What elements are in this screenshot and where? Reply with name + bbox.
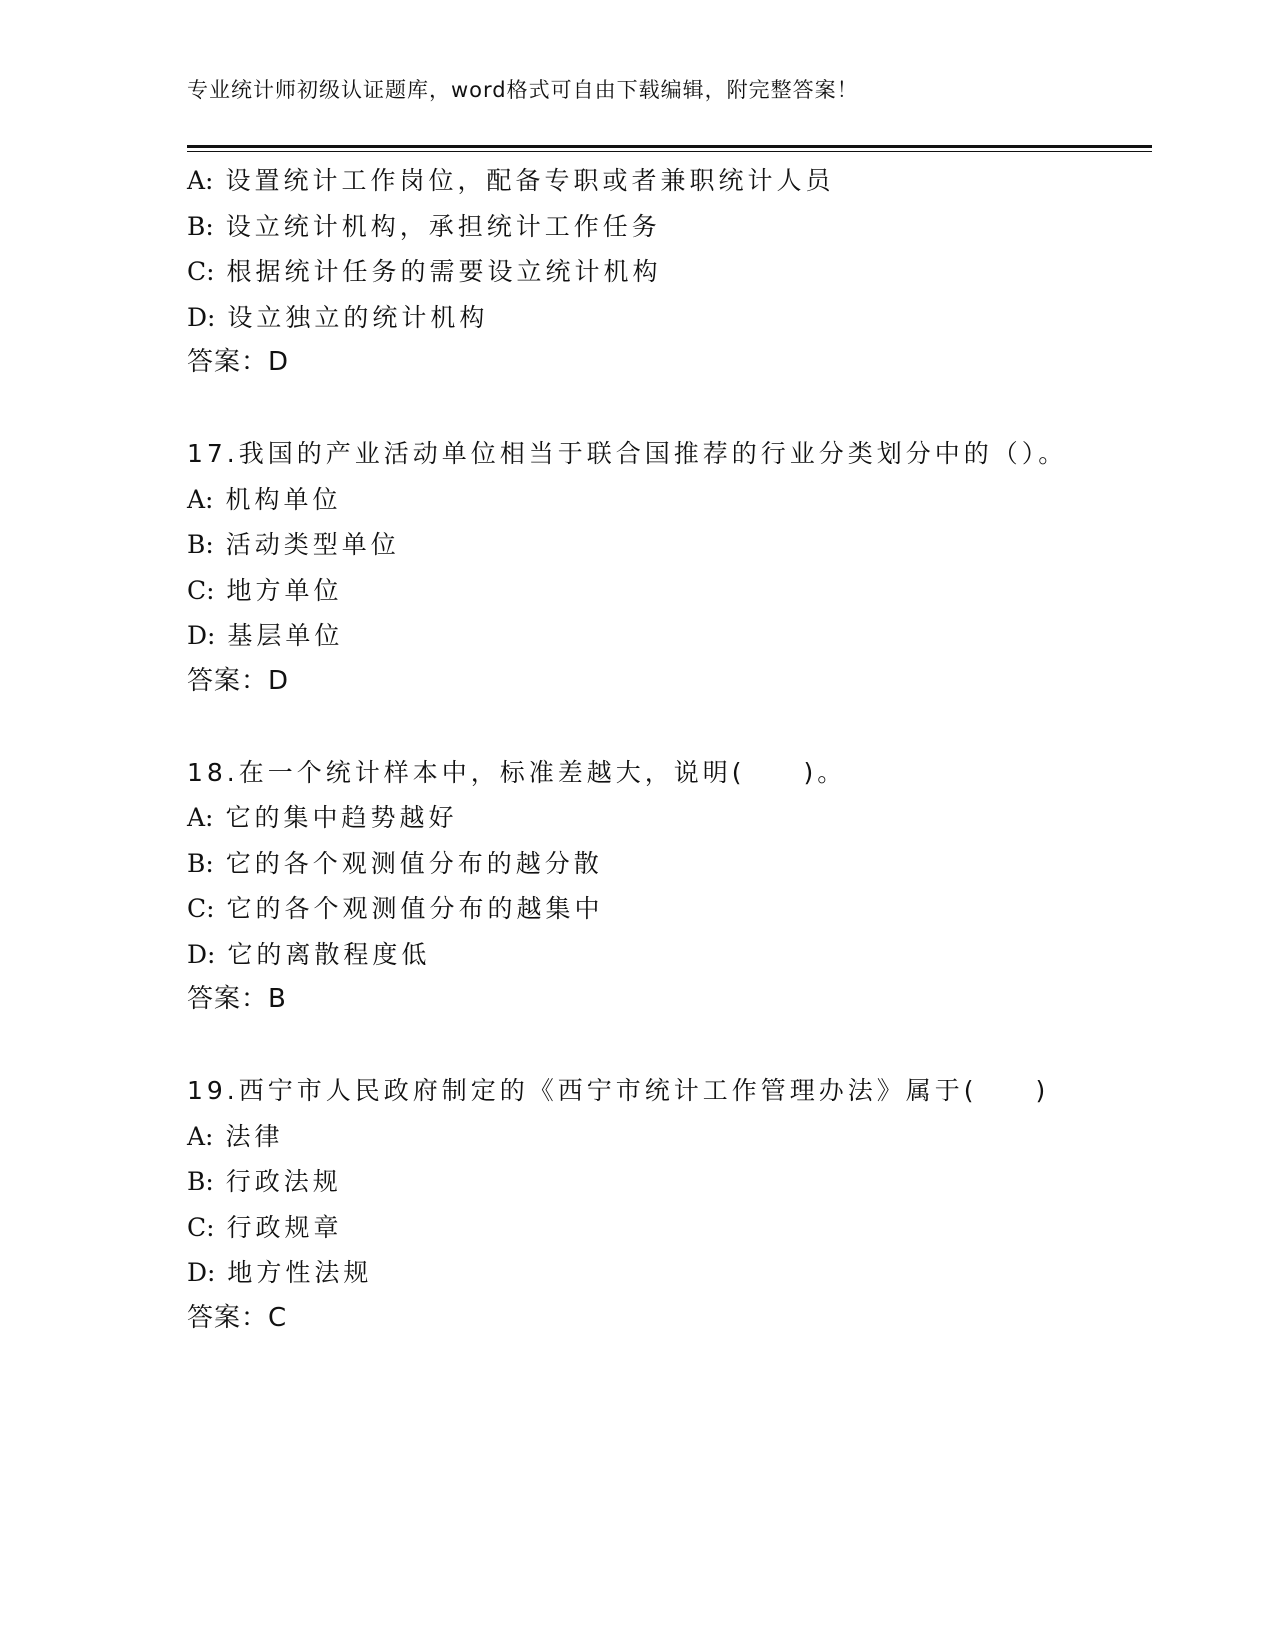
question-block	[187, 1068, 1147, 1341]
option-a: A: 设置统计工作岗位，配备专职或者兼职统计人员	[187, 166, 835, 195]
option-d: D: 地方性法规	[187, 1258, 373, 1287]
question-block	[187, 750, 1147, 1023]
answer-line: 答案：B	[187, 984, 287, 1014]
option-c: C: 行政规章	[187, 1212, 343, 1242]
question-text: 17.我国的产业活动单位相当于联合国推荐的行业分类划分中的（）。	[187, 439, 1068, 468]
option-a: A: 它的集中趋势越好	[187, 803, 458, 832]
option-c: C: 地方单位	[187, 575, 343, 605]
question-text: 18.在一个统计样本中，标准差越大，说明( )。	[187, 757, 847, 787]
spacer	[187, 704, 1147, 750]
question-block	[187, 158, 1147, 386]
spacer	[187, 1023, 1147, 1069]
option-b: B: 它的各个观测值分布的越分散	[187, 848, 603, 878]
option-d: D: 基层单位	[187, 621, 344, 650]
answer-line: 答案：D	[187, 347, 290, 377]
option-a: A: 机构单位	[187, 484, 342, 514]
option-a: A: 法律	[187, 1121, 284, 1151]
option-c: C: 根据统计任务的需要设立统计机构	[187, 257, 662, 286]
option-b: B: 活动类型单位	[187, 530, 400, 559]
page-header: 专业统计师初级认证题库，word格式可自由下载编辑，附完整答案！	[187, 78, 859, 102]
spacer	[187, 386, 1147, 432]
header-divider	[187, 145, 1152, 148]
question-text: 19.西宁市人民政府制定的《西宁市统计工作管理办法》属于( )	[187, 1076, 1050, 1105]
answer-line: 答案：C	[187, 1302, 288, 1333]
option-d: D: 它的离散程度低	[187, 939, 431, 969]
answer-line: 答案：D	[187, 665, 290, 696]
option-c: C: 它的各个观测值分布的越集中	[187, 894, 604, 923]
question-block	[187, 431, 1147, 704]
option-d: D: 设立独立的统计机构	[187, 302, 489, 332]
option-b: B: 设立统计机构，承担统计工作任务	[187, 211, 661, 241]
question-list	[187, 158, 1147, 1341]
option-b: B: 行政法规	[187, 1167, 342, 1196]
